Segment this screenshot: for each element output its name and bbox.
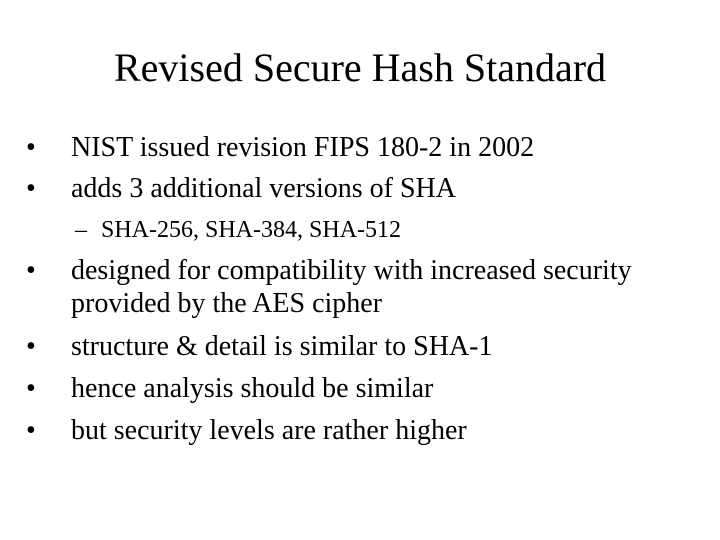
bullet-item — [26, 372, 706, 405]
bullet-text: structure & detail is similar to SHA-1 — [71, 331, 493, 362]
bullet-item — [26, 254, 706, 320]
bullet-text: but security levels are rather higher — [71, 415, 467, 446]
bullet-item — [26, 172, 706, 205]
sub-bullet-text: SHA-256, SHA-384, SHA-512 — [101, 217, 402, 243]
sub-bullet-dash: – — [75, 217, 87, 243]
bullet-dot: • — [26, 415, 36, 446]
bullet-dot: • — [26, 373, 36, 404]
bullet-text: designed for compatibility with increased security provided by the AES cipher — [71, 255, 632, 319]
bullet-dot: • — [26, 132, 36, 163]
bullet-dot: • — [26, 173, 36, 204]
bullet-text: hence analysis should be similar — [71, 373, 434, 404]
bullet-text: NIST issued revision FIPS 180-2 in 2002 — [71, 132, 535, 163]
bullet-dot: • — [26, 331, 36, 362]
bullet-dot: • — [26, 255, 36, 286]
bullet-text: adds 3 additional versions of SHA — [71, 173, 456, 204]
bullet-item — [26, 131, 706, 164]
sub-bullet-item — [75, 216, 705, 244]
slide-title: Revised Secure Hash Standard — [113, 45, 607, 90]
bullet-item — [26, 330, 706, 363]
bullet-item — [26, 414, 706, 447]
